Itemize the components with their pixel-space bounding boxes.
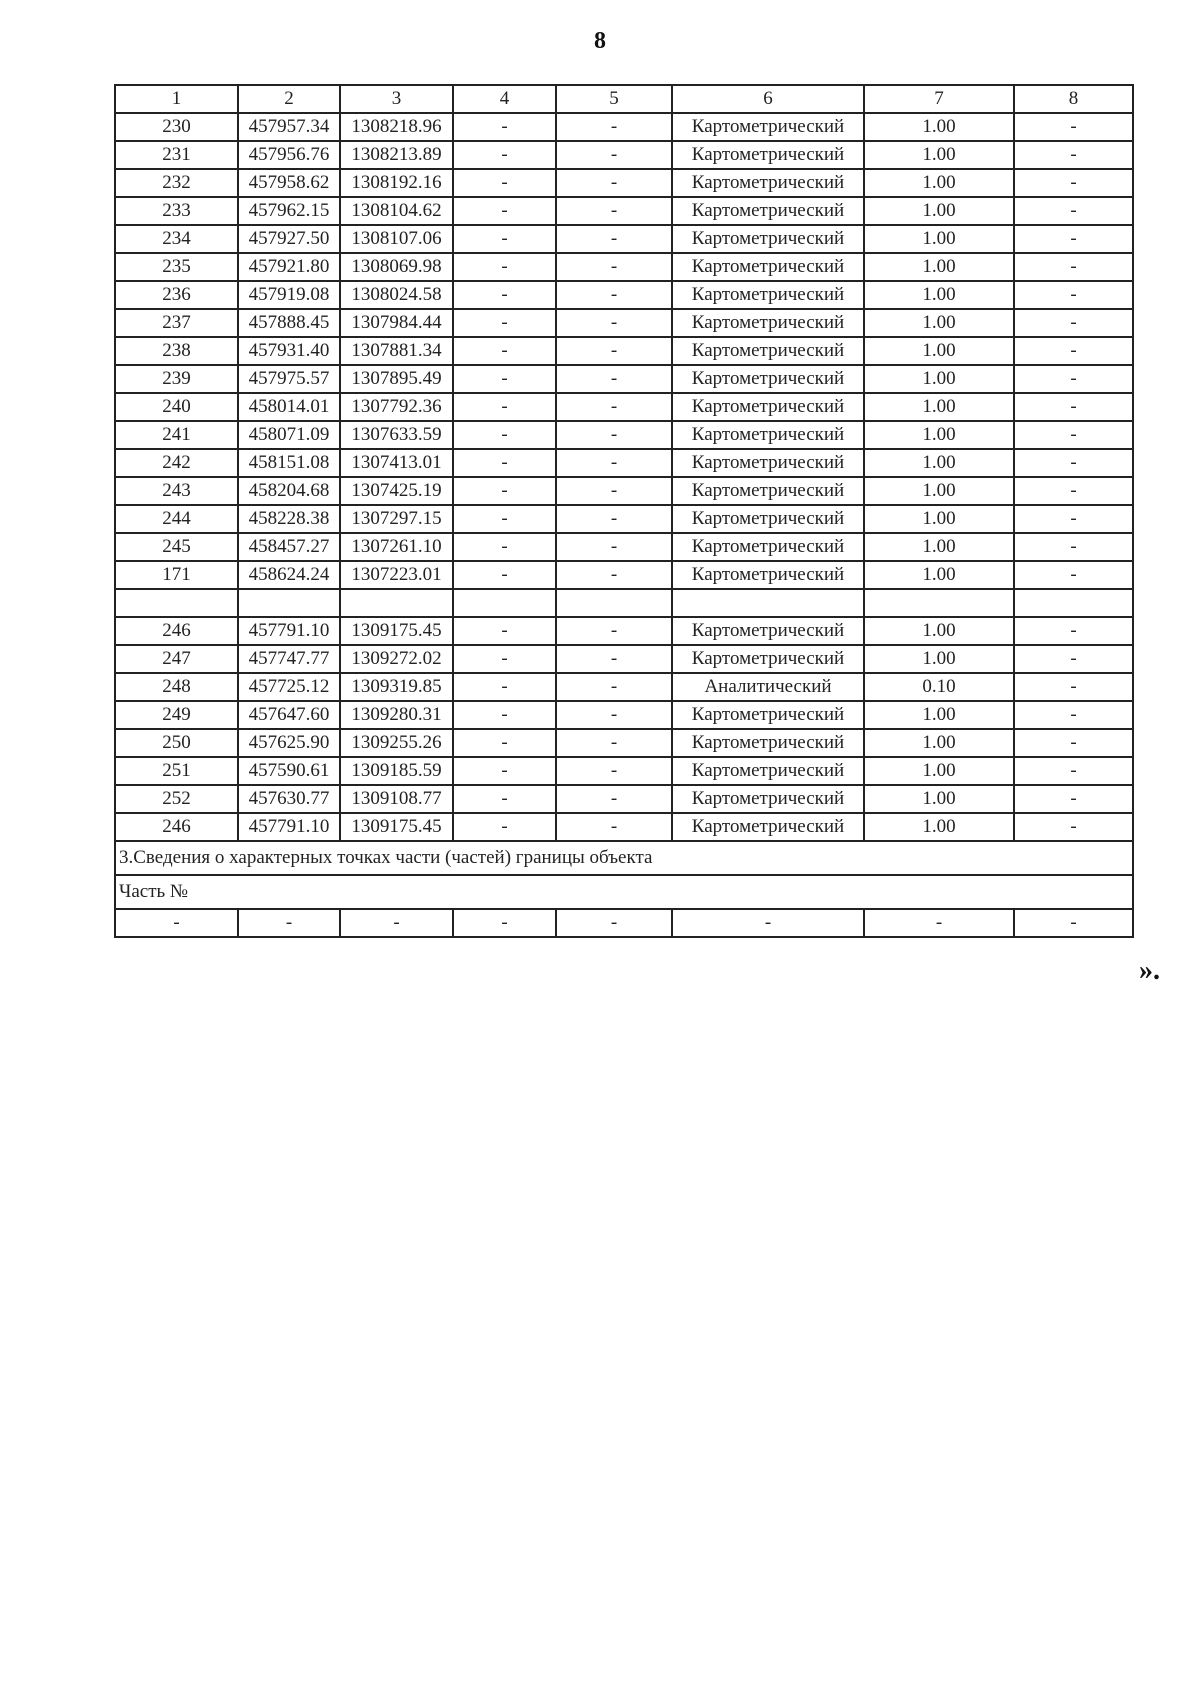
table-row	[115, 673, 1133, 701]
table-cell: -	[1014, 673, 1133, 701]
empty-cell	[115, 589, 238, 617]
table-row	[115, 337, 1133, 365]
table-cell: 7	[864, 85, 1014, 113]
table-cell: 252	[115, 785, 238, 813]
table-row	[115, 729, 1133, 757]
table-cell: 231	[115, 141, 238, 169]
table-cell: 458204.68	[238, 477, 340, 505]
table-row	[115, 645, 1133, 673]
empty-cell	[864, 589, 1014, 617]
table-cell: Картометрический	[672, 113, 864, 141]
table-cell: -	[556, 909, 672, 937]
table-cell: Картометрический	[672, 337, 864, 365]
table-cell: 457962.15	[238, 197, 340, 225]
table-cell: -	[453, 645, 556, 673]
table-cell: 457975.57	[238, 365, 340, 393]
table-cell: Картометрический	[672, 281, 864, 309]
table-cell: Картометрический	[672, 393, 864, 421]
table-cell: 6	[672, 85, 864, 113]
table-cell: 1307425.19	[340, 477, 453, 505]
table-cell: 457888.45	[238, 309, 340, 337]
table-cell: -	[1014, 533, 1133, 561]
table-cell: -	[556, 421, 672, 449]
table-row	[115, 785, 1133, 813]
table-cell: -	[1014, 421, 1133, 449]
table-cell: 457956.76	[238, 141, 340, 169]
table-cell: Картометрический	[672, 365, 864, 393]
table-cell: 1.00	[864, 813, 1014, 841]
table-cell: -	[453, 673, 556, 701]
table-cell: -	[453, 477, 556, 505]
table-cell: 1308069.98	[340, 253, 453, 281]
table-cell: -	[556, 169, 672, 197]
table-cell: 1.00	[864, 169, 1014, 197]
table-cell: -	[556, 113, 672, 141]
empty-cell	[340, 589, 453, 617]
table-cell: -	[1014, 729, 1133, 757]
table-cell: 1.00	[864, 281, 1014, 309]
page-number: 8	[594, 28, 606, 54]
table-cell: -	[1014, 309, 1133, 337]
table-cell: Картометрический	[672, 253, 864, 281]
table-cell: -	[453, 561, 556, 589]
table-cell: Картометрический	[672, 225, 864, 253]
table-cell: 1.00	[864, 365, 1014, 393]
table-cell: -	[1014, 281, 1133, 309]
table-cell: -	[1014, 449, 1133, 477]
table-cell: Картометрический	[672, 785, 864, 813]
table-cell: Картометрический	[672, 617, 864, 645]
table-cell: -	[453, 421, 556, 449]
table-cell: 1309272.02	[340, 645, 453, 673]
table-cell: Картометрический	[672, 533, 864, 561]
table-cell: -	[556, 337, 672, 365]
table-cell: -	[672, 909, 864, 937]
table-cell: Картометрический	[672, 141, 864, 169]
table-cell: -	[238, 909, 340, 937]
table-cell: -	[556, 561, 672, 589]
table-cell: 1.00	[864, 421, 1014, 449]
table-cell: -	[453, 757, 556, 785]
table-cell: -	[1014, 785, 1133, 813]
table-cell: -	[453, 813, 556, 841]
table-cell: 233	[115, 197, 238, 225]
table-cell: -	[1014, 253, 1133, 281]
table-cell: Картометрический	[672, 561, 864, 589]
table-cell: 246	[115, 813, 238, 841]
table-cell: 1.00	[864, 533, 1014, 561]
coordinates-table-container	[114, 84, 1132, 938]
table-row	[115, 421, 1133, 449]
table-cell: -	[1014, 617, 1133, 645]
table-cell: 4	[453, 85, 556, 113]
table-cell: -	[556, 813, 672, 841]
table-cell: 1308213.89	[340, 141, 453, 169]
table-cell: 457931.40	[238, 337, 340, 365]
table-cell: 2	[238, 85, 340, 113]
table-cell: 248	[115, 673, 238, 701]
table-cell: 1307895.49	[340, 365, 453, 393]
table-cell: 457957.34	[238, 113, 340, 141]
table-cell: 1308107.06	[340, 225, 453, 253]
table-cell: -	[453, 365, 556, 393]
table-cell: 458014.01	[238, 393, 340, 421]
table-cell: Картометрический	[672, 505, 864, 533]
table-cell: Картометрический	[672, 477, 864, 505]
table-cell: Картометрический	[672, 757, 864, 785]
table-cell: 1.00	[864, 253, 1014, 281]
empty-cell	[453, 589, 556, 617]
table-cell: -	[453, 617, 556, 645]
table-row	[115, 197, 1133, 225]
table-row	[115, 281, 1133, 309]
table-cell: 1308192.16	[340, 169, 453, 197]
table-cell: 458151.08	[238, 449, 340, 477]
table-cell: 230	[115, 113, 238, 141]
table-cell: 457791.10	[238, 617, 340, 645]
table-cell: 1.00	[864, 505, 1014, 533]
table-cell: 245	[115, 533, 238, 561]
table-cell: 457630.77	[238, 785, 340, 813]
table-cell: -	[453, 197, 556, 225]
table-row	[115, 113, 1133, 141]
table-cell: 240	[115, 393, 238, 421]
table-cell: 457725.12	[238, 673, 340, 701]
table-cell: 457958.62	[238, 169, 340, 197]
table-row	[115, 505, 1133, 533]
table-row	[115, 141, 1133, 169]
separator-row	[115, 589, 1133, 617]
table-cell: 1.00	[864, 645, 1014, 673]
table-cell: 1307297.15	[340, 505, 453, 533]
table-cell: 234	[115, 225, 238, 253]
table-cell: -	[556, 757, 672, 785]
table-cell: -	[115, 909, 238, 937]
table-row	[115, 617, 1133, 645]
table-cell: -	[864, 909, 1014, 937]
table-cell: 1.00	[864, 393, 1014, 421]
table-cell: -	[453, 729, 556, 757]
table-cell: -	[556, 197, 672, 225]
table-cell: 1.00	[864, 197, 1014, 225]
table-cell: -	[1014, 645, 1133, 673]
table-cell: -	[453, 909, 556, 937]
table-cell: -	[1014, 477, 1133, 505]
table-cell: 458228.38	[238, 505, 340, 533]
table-cell: 1309280.31	[340, 701, 453, 729]
table-cell: -	[556, 617, 672, 645]
table-cell: -	[1014, 141, 1133, 169]
table-cell: 1307792.36	[340, 393, 453, 421]
table-cell: 171	[115, 561, 238, 589]
table-cell: Аналитический	[672, 673, 864, 701]
table-cell: Картометрический	[672, 449, 864, 477]
table-cell: Картометрический	[672, 701, 864, 729]
table-cell: -	[556, 365, 672, 393]
table-cell: -	[556, 449, 672, 477]
table-cell: -	[1014, 909, 1133, 937]
table-cell: -	[453, 113, 556, 141]
part-label-row	[115, 875, 1133, 909]
table-cell: -	[1014, 197, 1133, 225]
table-cell: 243	[115, 477, 238, 505]
table-cell: Картометрический	[672, 813, 864, 841]
table-cell: 1.00	[864, 729, 1014, 757]
table-row	[115, 365, 1133, 393]
table-cell: 458624.24	[238, 561, 340, 589]
table-cell: -	[453, 449, 556, 477]
table-cell: -	[556, 673, 672, 701]
table-cell: -	[556, 225, 672, 253]
table-cell: -	[453, 281, 556, 309]
table-cell: -	[453, 309, 556, 337]
table-cell: 1307633.59	[340, 421, 453, 449]
table-body	[115, 85, 1133, 937]
coordinates-table	[114, 84, 1134, 938]
table-cell: 457647.60	[238, 701, 340, 729]
table-cell: -	[453, 701, 556, 729]
table-row	[115, 225, 1133, 253]
table-cell: 457590.61	[238, 757, 340, 785]
table-cell: Картометрический	[672, 421, 864, 449]
table-cell: 238	[115, 337, 238, 365]
table-cell: -	[1014, 757, 1133, 785]
table-cell: -	[453, 785, 556, 813]
table-cell: 1.00	[864, 477, 1014, 505]
section-3-title-row	[115, 841, 1133, 875]
empty-cell	[672, 589, 864, 617]
table-cell: -	[556, 253, 672, 281]
table-cell: 235	[115, 253, 238, 281]
table-cell: -	[556, 393, 672, 421]
table-row	[115, 477, 1133, 505]
part-number-label: Часть №	[115, 875, 1133, 909]
table-cell: -	[453, 337, 556, 365]
table-cell: -	[556, 505, 672, 533]
table-cell: 1308024.58	[340, 281, 453, 309]
table-cell: 458457.27	[238, 533, 340, 561]
table-cell: 457625.90	[238, 729, 340, 757]
table-cell: 1309319.85	[340, 673, 453, 701]
table-cell: -	[340, 909, 453, 937]
table-cell: 457919.08	[238, 281, 340, 309]
table-cell: 236	[115, 281, 238, 309]
table-cell: 249	[115, 701, 238, 729]
table-cell: 458071.09	[238, 421, 340, 449]
table-cell: 1.00	[864, 617, 1014, 645]
table-cell: 1.00	[864, 701, 1014, 729]
table-cell: -	[556, 309, 672, 337]
table-cell: 1.00	[864, 225, 1014, 253]
table-cell: 251	[115, 757, 238, 785]
section-3-title: 3.Сведения о характерных точках части (частей) границы объекта	[115, 841, 1133, 875]
table-cell: 457747.77	[238, 645, 340, 673]
table-cell: 246	[115, 617, 238, 645]
table-cell: -	[556, 785, 672, 813]
table-cell: -	[453, 169, 556, 197]
empty-cell	[1014, 589, 1133, 617]
table-row-empty-values	[115, 909, 1133, 937]
table-cell: Картометрический	[672, 197, 864, 225]
table-cell: 457927.50	[238, 225, 340, 253]
table-cell: -	[1014, 365, 1133, 393]
table-cell: 1309108.77	[340, 785, 453, 813]
table-cell: -	[453, 533, 556, 561]
table-cell: -	[1014, 113, 1133, 141]
table-cell: 242	[115, 449, 238, 477]
closing-quote-mark: ».	[1139, 955, 1160, 986]
table-cell: 1	[115, 85, 238, 113]
table-cell: -	[1014, 813, 1133, 841]
table-cell: Картометрический	[672, 309, 864, 337]
table-cell: 457921.80	[238, 253, 340, 281]
table-row	[115, 309, 1133, 337]
table-cell: -	[1014, 701, 1133, 729]
table-row	[115, 701, 1133, 729]
table-cell: 1.00	[864, 113, 1014, 141]
table-cell: -	[453, 253, 556, 281]
table-cell: -	[1014, 337, 1133, 365]
table-cell: 241	[115, 421, 238, 449]
table-cell: -	[453, 505, 556, 533]
table-cell: 457791.10	[238, 813, 340, 841]
table-cell: Картометрический	[672, 729, 864, 757]
table-cell: -	[453, 141, 556, 169]
table-cell: 8	[1014, 85, 1133, 113]
table-cell: 1.00	[864, 561, 1014, 589]
table-cell: -	[556, 533, 672, 561]
table-cell: 247	[115, 645, 238, 673]
table-row	[115, 253, 1133, 281]
table-cell: 1309255.26	[340, 729, 453, 757]
table-cell: -	[453, 393, 556, 421]
table-cell: 1.00	[864, 449, 1014, 477]
table-cell: -	[1014, 169, 1133, 197]
table-cell: 1309175.45	[340, 617, 453, 645]
table-header-row	[115, 85, 1133, 113]
table-cell: -	[556, 141, 672, 169]
table-cell: 232	[115, 169, 238, 197]
table-cell: 1307261.10	[340, 533, 453, 561]
empty-cell	[238, 589, 340, 617]
table-cell: -	[556, 645, 672, 673]
table-cell: 250	[115, 729, 238, 757]
table-cell: 1309185.59	[340, 757, 453, 785]
table-cell: 0.10	[864, 673, 1014, 701]
table-cell: -	[453, 225, 556, 253]
table-cell: 1.00	[864, 757, 1014, 785]
table-row	[115, 561, 1133, 589]
table-cell: -	[556, 281, 672, 309]
table-cell: 1.00	[864, 337, 1014, 365]
table-cell: -	[1014, 393, 1133, 421]
empty-cell	[556, 589, 672, 617]
table-cell: Картометрический	[672, 169, 864, 197]
table-cell: -	[1014, 561, 1133, 589]
table-cell: 237	[115, 309, 238, 337]
table-row	[115, 757, 1133, 785]
table-cell: 1308218.96	[340, 113, 453, 141]
table-cell: 1.00	[864, 785, 1014, 813]
table-cell: 244	[115, 505, 238, 533]
table-cell: 1.00	[864, 141, 1014, 169]
table-cell: -	[556, 729, 672, 757]
table-cell: -	[1014, 505, 1133, 533]
table-cell: 3	[340, 85, 453, 113]
table-cell: 1309175.45	[340, 813, 453, 841]
table-cell: 1307881.34	[340, 337, 453, 365]
table-cell: 5	[556, 85, 672, 113]
table-row	[115, 169, 1133, 197]
table-cell: 239	[115, 365, 238, 393]
table-cell: Картометрический	[672, 645, 864, 673]
table-cell: -	[1014, 225, 1133, 253]
table-cell: -	[556, 701, 672, 729]
table-row	[115, 533, 1133, 561]
table-row	[115, 813, 1133, 841]
table-row	[115, 393, 1133, 421]
table-cell: 1308104.62	[340, 197, 453, 225]
table-row	[115, 449, 1133, 477]
table-cell: 1307984.44	[340, 309, 453, 337]
table-cell: 1307223.01	[340, 561, 453, 589]
table-cell: 1307413.01	[340, 449, 453, 477]
table-cell: -	[556, 477, 672, 505]
table-cell: 1.00	[864, 309, 1014, 337]
